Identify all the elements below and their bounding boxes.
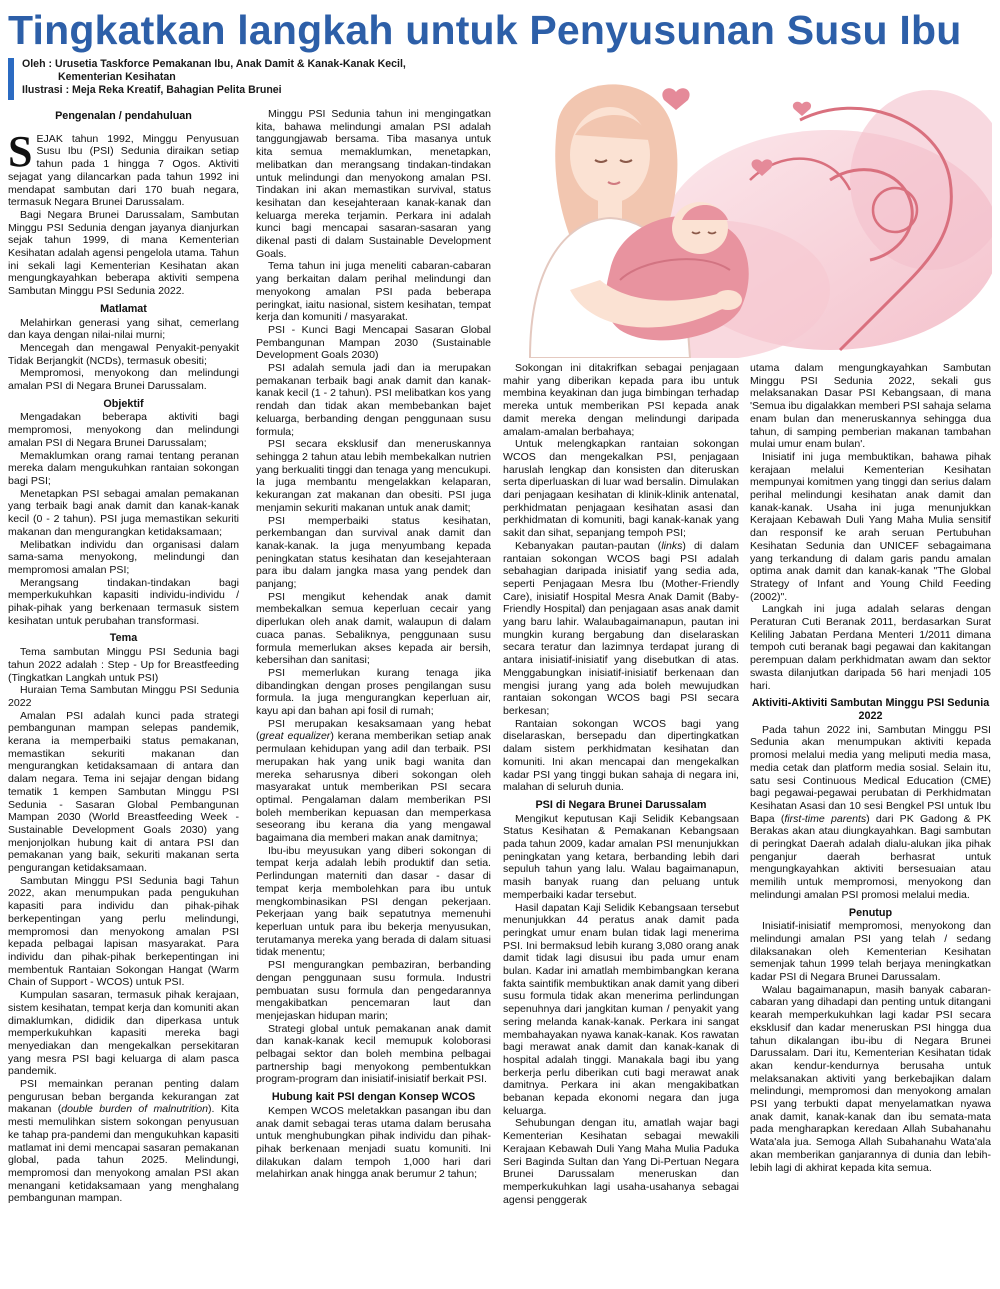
illustration-svg bbox=[500, 60, 992, 358]
objektif-3: Menetapkan PSI sebagai amalan pemakanan yang terbaik bagi anak damit dan kanak-kanak kecil (0 - 2 tahun). PSI juga memastikan sekuriti makanan dan mengurangkan ketidaksamaan; bbox=[8, 487, 239, 538]
credit-org: Kementerian Kesihatan bbox=[58, 71, 176, 83]
col3-paragraph-2: Untuk melengkapkan rantaian sokongan WCOS dan mengekalkan PSI, penjagaan haruslah lengkap dan konsisten dan diteruskan serta diperluaskan di luar wad bersalin. Dimulakan dari penjagaan kesihatan di klinik-klinik antenatal, perkhidmatan penjagaan kesihatan asasi dan perkhidmatan di komuniti, bagi kanak-kanak yang sakit dan sihat, sepanjang tempoh PSI; bbox=[503, 438, 739, 540]
column-1 bbox=[8, 110, 239, 1288]
column-2 bbox=[256, 108, 491, 1288]
col3-paragraph-1: Sokongan ini ditakrifkan sebagai penjagaan mahir yang diberikan kepada para ibu untuk membina keyakinan dan juga bimbingan terhadap mereka untuk memberikan PSI kepada anak damit mereka dengan melindungi daripada amalam-amalan berbahaya; bbox=[503, 362, 739, 438]
col4-paragraph-6: Walau bagaimanapun, masih banyak cabaran-cabaran yang dihadapi dan penting untuk ditangani kearah memperkukuhkan lagi kadar PSI secara eksklusif dan kadar meneruskan PSI hingga dua tahun dikalangan ibu-ibu di Negara Brunei Darussalam. Dari itu, Kementerian Kesihatan tidak akan kendur-kendurnya berusaha untuk melaksanakan aktiviti yang berkebajikan dalam melindungi, mempromosi dan menyokong amalan PSI yang terbukti dapat menyelamatkan nyawa anak damit, kanak-kanak dan ibu semata-mata pada mengharapkan keredaan Allah Subahanahu Wata'ala jua. Semoga Allah Subahanahu Wata'ala akan memberikan ganjarannya di dunia dan lebih-lebih lagi di akhirat kepada kita semua. bbox=[750, 983, 991, 1174]
column-3 bbox=[503, 362, 739, 1288]
col4-paragraph-5: Inisiatif-inisiatif mempromosi, menyokong dan melindungi amalan PSI yang telah / sedang dilaksanakan oleh Kementerian Kesihatan semenjak tahun 1999 telah berjaya meningkatkan kadar PSI di Negara Brunei Darussalam. bbox=[750, 920, 991, 984]
heading-intro: Pengenalan / pendahuluan bbox=[55, 110, 192, 122]
col2-paragraph-10: Ibu-ibu meyusukan yang diberi sokongan di tempat kerja adalah lebih produktif dan setia. Perlindungan materniti dan dasar - dasar di tempat kerja membolehkan para ibu untuk mengkombinasikan PSI dengan pekerjaan. Pekerjaan yang baik sepatutnya memenuhi keperluan untuk para ibu bekerja menyusukan, terutamanya mereka yang berada di dalam situasi tidak menentu; bbox=[256, 844, 491, 959]
col2-paragraph-2: Tema tahun ini juga meneliti cabaran-cabaran yang berkaitan dalam perihal melindungi dan menyokong amalan PSI pada beberapa peringkat, iaitu nasional, sistem kesihatan, tempat kerja dan komuniti / masyarakat. bbox=[256, 260, 491, 324]
col4-paragraph-4: Pada tahun 2022 ini, Sambutan Minggu PSI Sedunia akan menumpukan aktiviti kepada promosi melalui media yang meliputi media masa, media cetak dan platform media sosial. Selain itu, satu sesi Continuous Medical Education (CME) bagi pegawai-pegawai perubatan di Perkhidmatan Kesihatan Asasi dan 10 sesi Bengkel PSI untuk Ibu Bapa (first-time parents) dari PK Gadong & PK Berakas akan atau diungkayahkan. Bagi sambutan di peringkat Daerah adalah dialu-alukan jika pihak penganjur daerah berhasrat untuk mengungkayahkan aktiviti bersesuaian atau memilih untuk mempromosi, menyokong dan melindungi amalan PSI promosi melalui media. bbox=[750, 723, 991, 901]
heading-psi-negara: PSI di Negara Brunei Darussalam bbox=[535, 798, 707, 811]
tema-4: Sambutan Minggu PSI Sedunia bagi Tahun 2022, akan menumpukan pada pengukuhan kapasiti para individu dan pihak-pihak berkepentingan yang perlu melindungi, mempromosi dan menyokong amalan PSI kepada pelbagai lapisan masyarakat. Para individu dan pihak-pihak berkepentingan ini membentuk Rantaian Sokongan Hangat (Warm Chain of Support - WCOS) untuk PSI. bbox=[8, 874, 239, 989]
heading-tema: Tema bbox=[109, 632, 138, 645]
heading-matlamat: Matlamat bbox=[100, 302, 147, 315]
col4-paragraph-1: utama dalam mengungkayahkan Sambutan Minggu PSI Sedunia 2022, sekali gus melaksanakan Dasar PSI Kebangsaan, di mana 'Semua ibu digalakkan memberi PSI sahaja selama enam bulan dan meneruskannya sehingga dua tahun, di samping pemberian makanan tambahan mulai umur enam bulan'. bbox=[750, 362, 991, 451]
tema-6: PSI memainkan peranan penting dalam pengurusan beban berganda kekurangan zat makanan (double burden of malnutrition). Kita mesti memulihkan sistem sokongan penyusuan ke tahap pra-pandemi dan mengukuhkan kapasiti matlamat ini demi mencapai sasaran pemakanan global, pada tahun 2025. Melindungi, mempromosi dan menyokong amalan PSI akan menangani ketidaksamaan yang menghalang pembangunan mampan. bbox=[8, 1078, 239, 1205]
tema-5: Kumpulan sasaran, termasuk pihak kerajaan, sistem kesihatan, tempat kerja dan komuniti akan dimaklumkan, dididik dan diperkasa untuk memperkukuhkan kapasiti mereka bagi menyediakan dan mengekalkan persekitaran yang mesra PSI bagi keluarga di alam pasca pandemik. bbox=[8, 989, 239, 1078]
col2-paragraph-3: PSI - Kunci Bagi Mencapai Sasaran Global Pembangunan Mampan 2030 (Sustainable Development Goals 2030) bbox=[256, 323, 491, 362]
objektif-1: Mengadakan beberapa aktiviti bagi mempromosi, menyokong dan melindungi amalan PSI di Negara Brunei Darussalam; bbox=[8, 411, 239, 449]
tema-2: Huraian Tema Sambutan Minggu PSI Sedunia 2022 bbox=[8, 684, 239, 709]
col2-paragraph-6: PSI memperbaiki status kesihatan, perkembangan dan survival anak damit dan kanak-kanak. Ia juga menyumbang kepada peningkatan status kesihatan dan kesejahteraan para ibu dalam jangka masa yang pendek dan panjang; bbox=[256, 514, 491, 591]
matlamat-1: Melahirkan generasi yang sihat, cemerlang dan kaya dengan nilai-nilai murni; bbox=[8, 316, 239, 342]
col2-paragraph-5: PSI secara eksklusif dan meneruskannya sehingga 2 tahun atau lebih membekalkan nutrien yang berkualiti tinggi dan tenaga yang mencukupi. Ia juga membantu mengelakkan kelaparan, kekurangan zat makanan dan obesiti. PSI juga menjamin sekuriti makanan untuk anak damit; bbox=[256, 438, 491, 514]
intro-paragraph-1: SEJAK tahun 1992, Minggu Penyusuan Susu Ibu (PSI) Sedunia diraikan setiap tahun pada 1 hingga 7 Ogos. Aktiviti sejagat yang dilancarkan pada tahun 1992 ini mendapat sambutan dari 170 buah negara, termasuk Negara Brunei Darussalam. bbox=[8, 126, 239, 209]
col2-paragraph-9: PSI merupakan kesaksamaan yang hebat (great equalizer) kerana memberikan setiap anak permulaan kehidupan yang adil dan terbaik. PSI merupakan hak yang unik bagi wanita dan mereka seharusnya diberi sokongan oleh masyarakat untuk memberikan PSI secara optimal. Pengalaman dalam memberikan PSI boleh memberikan kepuasan dan memperkasa seseorang ibu kerana dia yang mengawal bagaimana dia memberi makan anak damitnya; bbox=[256, 717, 491, 845]
objektif-4: Melibatkan individu dan organisasi dalam sama-sama menyokong, melindungi dan mempromosi amalan PSI; bbox=[8, 538, 239, 576]
objektif-2: Memaklumkan orang ramai tentang peranan mereka dalam mengukuhkan rantaian sokongan bagi PSI; bbox=[8, 449, 239, 487]
col3-paragraph-3: Kebanyakan pautan-pautan (links) di dalam rantaian sokongan WCOS bagi PSI adalah sebahagian daripada inisiatif yang sedia ada, seperti Penjagaan Mesra Ibu (Mother-Friendly Care), inisiatif Hospital Mesra Anak Damit (Baby-Friendly Hospital) dan penjagaan asas anak damit yang baru lahir. Walaubagaimanapun, pautan ini mungkin kurang bergabung dan diselaraskan secara teratur dan lazimnya terdapat jurang di antara inisiatif-inisiatif yang disebutkan di atas. Menggabungkan inisiatif-inisiatif berkenaan dan mengisi jurang yang ada boleh mewujudkan rantaian sokongan WCOS bagi PSI secara berkesan; bbox=[503, 539, 739, 717]
objektif-5: Merangsang tindakan-tindakan bagi memperkukuhkan kapasiti individu-individu / pihak-pihak yang berkenaan termasuk sistem kesihatan untuk perubahan transformasi. bbox=[8, 576, 239, 627]
col3-paragraph-7: Sehubungan dengan itu, amatlah wajar bagi Kementerian Kesihatan sebagai mewakili Kerajaan Kebawah Duli Yang Maha Mulia Paduka Seri Baginda Sultan dan Yang Di-Pertuan Negara Brunei Darussalam meneruskan dan memperkukuhkan lagi usaha-usahanya sebagai agensi penggerak bbox=[503, 1117, 739, 1206]
col2-paragraph-13: Kempen WCOS meletakkan pasangan ibu dan anak damit sebagai teras utama dalam berusaha untuk menghubungkan pihak individu dan pihak-pihak berkenaan menjadi suatu komuniti. Ini dilakukan dalam tempoh 1,000 hari dari melahirkan anak hingga anak berumur 2 tahun; bbox=[256, 1104, 491, 1181]
col2-paragraph-7: PSI mengikut kehendak anak damit membekalkan semua keperluan cecair yang diperlukan oleh anak damit, walaupun di dalam cuaca panas. Sebaliknya, penggunaan susu formula memerlukan akses kepada air bersih, kebersihan dan sanitasi; bbox=[256, 590, 491, 667]
col2-paragraph-12: Strategi global untuk pemakanan anak damit dan kanak-kanak kecil memupuk koloborasi pelbagai sektor dan boleh membina pelbagai partnership bagi menyokong pembentukkan program-program dan inisiatif-inisiatif berkait PSI. bbox=[256, 1022, 491, 1086]
heading-penutup: Penutup bbox=[848, 906, 893, 919]
intro-paragraph-2: Bagi Negara Brunei Darussalam, Sambutan Minggu PSI Sedunia dengan jayanya dianjurkan sejak tahun 1999, di mana Kementerian Kesihatan adalah agensi pengelola utama. Tahun ini sekali lagi Kementerian Kesihatan akan mengungkayahkan beberapa aktiviti sempena Sambutan Minggu PSI Sedunia 2022. bbox=[8, 208, 239, 298]
credit-illustration: Ilustrasi : Meja Reka Kreatif, Bahagian Pelita Brunei bbox=[22, 84, 282, 96]
column-4 bbox=[750, 362, 991, 1288]
mother-baby-illustration bbox=[500, 60, 992, 358]
tema-1: Tema sambutan Minggu PSI Sedunia bagi tahun 2022 adalah : Step - Up for Breastfeeding (Tingkatkan Langkah untuk PSI) bbox=[8, 646, 239, 684]
col3-paragraph-4: Rantaian sokongan WCOS bagi yang diselaraskan, bersepadu dan dipertingkatkan dalam sistem perkhidmatan kesihatan dan komuniti. Ini akan mencapai dan mengekalkan kadar PSI yang tinggi bukan sahaja di negara ini, malahan di seluruh dunia. bbox=[503, 717, 739, 794]
col3-paragraph-6: Hasil dapatan Kaji Selidik Kebangsaan tersebut menunjukkan 44 peratus anak damit pada peringkat umur enam bulan tidak lagi menerima PSI. Ini bermaksud lebih kurang 3,080 orang anak damit tidak lagi disusui ibu pada umur enam bulan. Kadar ini amatlah membimbangkan kerana fakta saintifik membuktikan anak damit yang diberi susu formula tidak akan menerima perlindungan sepenuhnya dari jangkitan kuman / penyakit yang sering melanda kanak-kanak. Perkara ini sangat membahayakan nyawa kanak-kanak. Kos rawatan bagi merawat anak damit dan kanak-kanak di hospital adalah tinggi. Manakala bagi ibu yang berkerja perlu diberikan cuti bagi merawat anak damitnya. Perkara ini akan mengakibatkan bebanan kepada ekonomi negara dan juga keluarga. bbox=[503, 901, 739, 1117]
article-credits bbox=[8, 58, 492, 100]
heading-aktiviti: Aktiviti-Aktiviti Sambutan Minggu PSI Sedunia 2022 bbox=[751, 697, 990, 722]
heading-hubung-kait: Hubung kait PSI dengan Konsep WCOS bbox=[271, 1091, 476, 1104]
credit-author: Oleh : Urusetia Taskforce Pemakanan Ibu, Anak Damit & Kanak-Kanak Kecil, bbox=[22, 58, 406, 70]
col2-paragraph-1: Minggu PSI Sedunia tahun ini mengingatkan kita, bahawa melindungi amalan PSI adalah tanggungjawab bersama. Tiba masanya untuk kita semua memaklumkan, menetapkan, melibatkan dan merangsang tindakan-tindakan untuk melindungi dan menyokong amalan PSI. Tindakan ini akan memastikan survival, status kesihatan dan kesejahteraan kanak-kanak dan keluarga mereka terjamin. Perkara ini adalah kunci bagi mencapai sasaran-sasaran yang dikenal pasti di dalam Sustainable Development Goals. bbox=[256, 108, 491, 260]
matlamat-3: Mempromosi, menyokong dan melindungi amalan PSI di Negara Brunei Darussalam. bbox=[8, 367, 239, 393]
col2-paragraph-11: PSI mengurangkan pembaziran, berbanding dengan penggunaan susu formula. Industri pembuatan susu formula dan pengedarannya mengakibatkan pencemaran laut dan menjejaskan hidupan marin; bbox=[256, 959, 491, 1022]
article-title: Tingkatkan langkah untuk Penyusunan Susu Ibu bbox=[8, 7, 962, 53]
col2-paragraph-4: PSI adalah semula jadi dan ia merupakan pemakanan terbaik bagi anak damit dan kanak-kanak kecil (1 - 2 tahun). PSI melibatkan kos yang rendah dan tidak akan membebankan bajet keluarga, berbanding dengan penggunaan susu formula; bbox=[256, 362, 491, 438]
heading-objektif: Objektif bbox=[103, 397, 144, 410]
tema-3: Amalan PSI adalah kunci pada strategi pembangunan mampan selepas pandemik, kerana ia memperbaiki status pemakanan, memastikan sekuriti makanan dan mengurangkan ketidaksamaan di antara dan dalam negara. Tema ini sejajar dengan bidang tematik 1 kempen Sambutan Minggu PSI Sedunia - Sasaran Global Pembangunan Mampan 2030 (World Breastfeeding Week - Sustainable Development Goals 2030) yang menjonjolkan hubung kait di antara PSI dan pemakanan yang baik, sekuriti makanan serta pengurangan ketidaksamaan. bbox=[8, 709, 239, 875]
matlamat-2: Mencegah dan mengawal Penyakit-penyakit Tidak Berjangkit (NCDs), termasuk obesiti; bbox=[8, 341, 239, 367]
col4-paragraph-2: Inisiatif ini juga membuktikan, bahawa pihak kerajaan melalui Kementerian Kesihatan mempunyai komitmen yang tinggi dan serius dalam perihal melindungi kesihatan anak damit dan kanak-kanak. Usaha ini juga menunjukkan Kerajaan Kebawah Duli Yang Maha Mulia sensitif dan responsif ke arah seruan Pertubuhan Kesihatan Sedunia dan UNICEF sebagaimana yang terkandung di dalam garis pandu amalan optima anak damit dan kanak-kanak "The Global Strategy of Infant and Young Child Feeding (2002)". bbox=[750, 450, 991, 603]
col4-paragraph-3: Langkah ini juga adalah selaras dengan Peraturan Cuti Beranak 2011, berdasarkan Surat Keliling Jabatan Perdana Menteri 1/2011 dimana tempoh cuti beranak bagi pegawai dan kakitangan perempuan dalam perkhidmatan awam dan sektor swasta dilanjutkan daripada 56 hari menjadi 105 hari. bbox=[750, 603, 991, 692]
col3-paragraph-5: Mengikut keputusan Kaji Selidik Kebangsaan Status Kesihatan & Pemakanan Kebangsaan pada tahun 2009, kadar amalan PSI menunjukkan peningkatan yang ketara, berbanding lebih dari sepuluh tahun yang lalu. Walau bagaimanapun, masih banyak ruang dan peluang untuk memperbaiki kadar tersebut. bbox=[503, 812, 739, 901]
col2-paragraph-8: PSI memerlukan kurang tenaga jika dibandingkan dengan proses pengilangan susu formula. Ia juga mengurangkan keperluan air, kayu api dan bahan api fosil di rumah; bbox=[256, 666, 491, 718]
drop-cap: S bbox=[8, 126, 33, 176]
